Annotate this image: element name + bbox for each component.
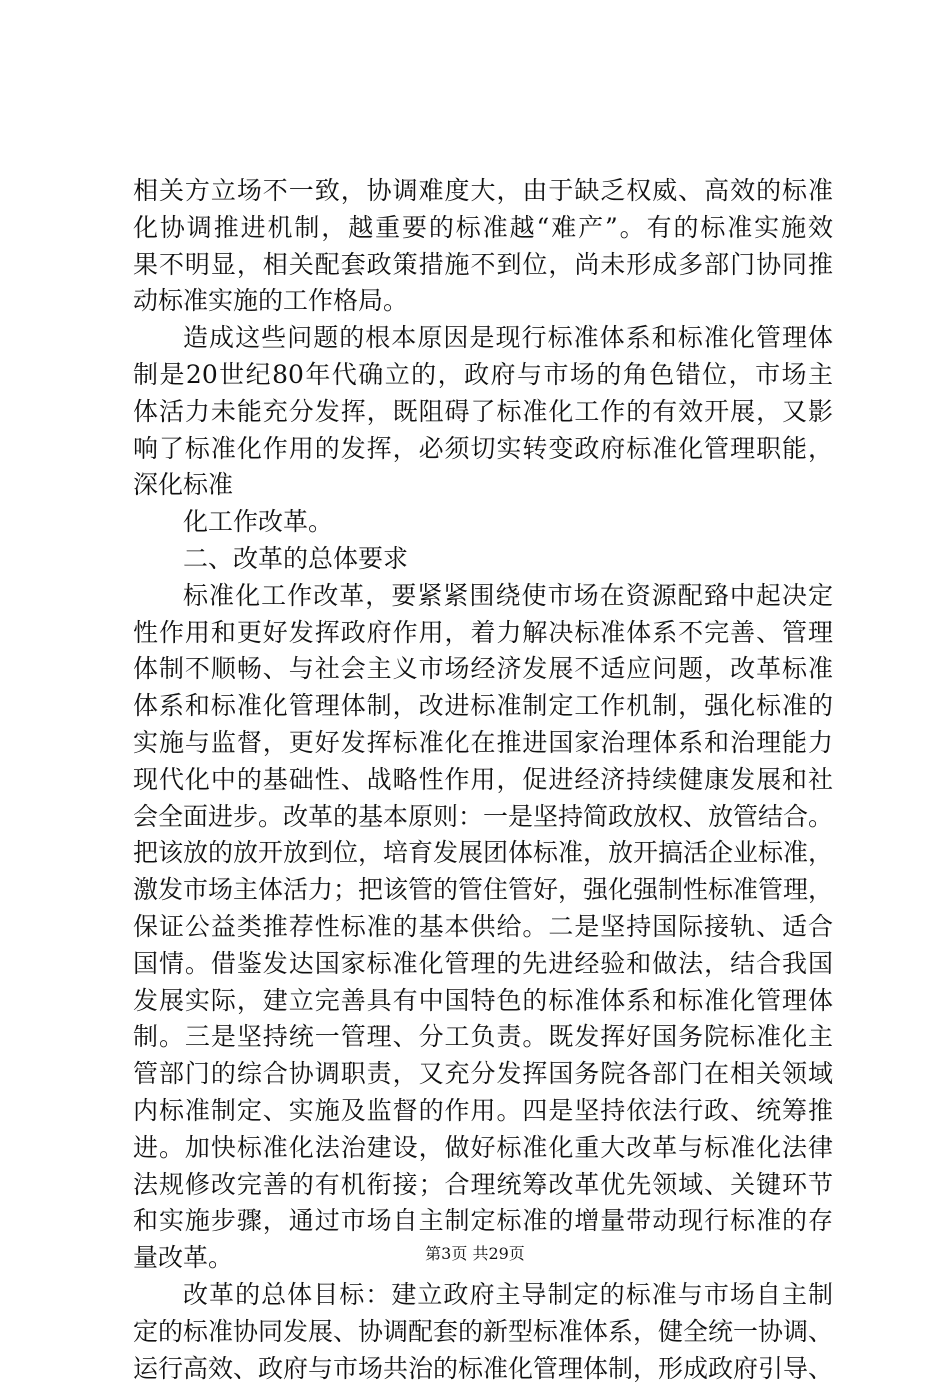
text-line: 化协调推进机制，越重要的标准越“难产”。有的标准实施效 xyxy=(133,210,833,247)
text-line: 管部门的综合协调职责，又充分发挥国务院各部门在相关领域 xyxy=(133,1056,833,1093)
text-line: 运行高效、政府与市场共治的标准化管理体制，形成政府引导、 xyxy=(133,1351,833,1387)
text-line: 造成这些问题的根本原因是现行标准体系和标准化管理体 xyxy=(133,320,833,357)
text-line: 现代化中的基础性、战略性作用，促进经济持续健康发展和社 xyxy=(133,762,833,799)
text-line: 把该放的放开放到位，培育发展团体标准，放开搞活企业标准， xyxy=(133,835,833,872)
text-line: 深化标准 xyxy=(133,467,833,504)
text-line: 国情。借鉴发达国家标准化管理的先进经验和做法，结合我国 xyxy=(133,946,833,983)
text-line: 响了标准化作用的发挥，必须切实转变政府标准化管理职能， xyxy=(133,431,833,468)
text-line: 化工作改革。 xyxy=(133,504,833,541)
text-line: 制是20世纪80年代确立的，政府与市场的角色错位，市场主 xyxy=(133,357,833,394)
text-line: 动标准实施的工作格局。 xyxy=(133,283,833,320)
text-line: 量改革。 xyxy=(133,1240,833,1277)
text-line: 会全面进步。改革的基本原则：一是坚持简政放权、放管结合。 xyxy=(133,799,833,836)
text-line: 发展实际，建立完善具有中国特色的标准体系和标准化管理体 xyxy=(133,983,833,1020)
text-line: 实施与监督，更好发挥标准化在推进国家治理体系和治理能力 xyxy=(133,725,833,762)
text-line: 改革的总体目标：建立政府主导制定的标准与市场自主制 xyxy=(133,1277,833,1314)
text-line: 体活力未能充分发挥，既阻碍了标准化工作的有效开展，又影 xyxy=(133,394,833,431)
text-line: 和实施步骤，通过市场自主制定标准的增量带动现行标准的存 xyxy=(133,1203,833,1240)
text-line: 激发市场主体活力；把该管的管住管好，强化强制性标准管理， xyxy=(133,872,833,909)
text-line: 果不明显，相关配套政策措施不到位，尚未形成多部门协同推 xyxy=(133,247,833,284)
text-line: 制。三是坚持统一管理、分工负责。既发挥好国务院标准化主 xyxy=(133,1019,833,1056)
text-line: 体系和标准化管理体制，改进标准制定工作机制，强化标准的 xyxy=(133,688,833,725)
text-line: 性作用和更好发挥政府作用，着力解决标准体系不完善、管理 xyxy=(133,615,833,652)
document-body xyxy=(133,173,833,1387)
text-line: 内标准制定、实施及监督的作用。四是坚持依法行政、统筹推 xyxy=(133,1093,833,1130)
text-line: 二、改革的总体要求 xyxy=(133,541,833,578)
text-line: 法规修改完善的有机衔接；合理统筹改革优先领域、关键环节 xyxy=(133,1167,833,1204)
text-line: 保证公益类推荐性标准的基本供给。二是坚持国际接轨、适合 xyxy=(133,909,833,946)
text-line: 相关方立场不一致，协调难度大，由于缺乏权威、高效的标准 xyxy=(133,173,833,210)
page-footer: 第3页 共29页 xyxy=(0,1242,950,1266)
text-line: 进。加快标准化法治建设，做好标准化重大改革与标准化法律 xyxy=(133,1130,833,1167)
text-line: 标准化工作改革，要紧紧围绕使市场在资源配臵中起决定 xyxy=(133,578,833,615)
text-line: 定的标准协同发展、协调配套的新型标准体系，健全统一协调、 xyxy=(133,1314,833,1351)
text-line: 体制不顺畅、与社会主义市场经济发展不适应问题，改革标准 xyxy=(133,651,833,688)
